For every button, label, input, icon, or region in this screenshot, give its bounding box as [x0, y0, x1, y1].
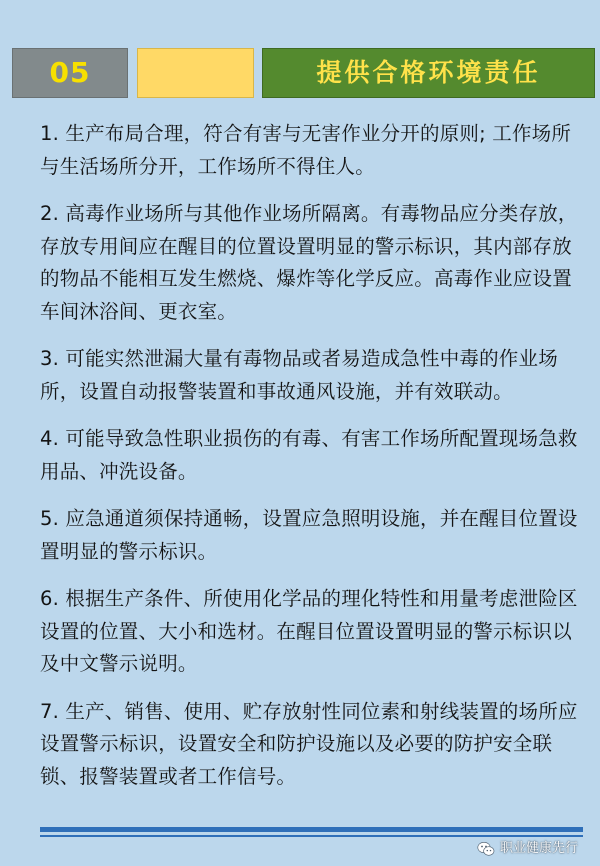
- header-yellow-block: [137, 48, 254, 98]
- requirement-item-4: 4. 可能导致急性职业损伤的有毒、有害工作场所配置现场急救用品、冲洗设备。: [40, 427, 578, 483]
- requirement-item-6: 6. 根据生产条件、所使用化学品的理化特性和用量考虑泄险区设置的位置、大小和选材。在醒目位置设置明显的警示标识以及中文警示说明。: [40, 587, 578, 675]
- requirement-item-5: 5. 应急通道须保持通畅，设置应急照明设施，并在醒目位置设置明显的警示标识。: [40, 507, 578, 563]
- requirement-item-3: 3. 可能实然泄漏大量有毒物品或者易造成急性中毒的作业场所，设置自动报警装置和事故通风设施，并有效联动。: [40, 347, 558, 403]
- requirement-item-7: 7. 生产、销售、使用、贮存放射性同位素和射线装置的场所应设置警示标识，设置安全和防护设施以及必要的防护安全联锁、报警装置或者工作信号。: [40, 699, 578, 788]
- requirements-list: [40, 118, 578, 793]
- footer-rule-thin: [40, 835, 583, 837]
- requirement-item-1: 1. 生产布局合理，符合有害与无害作业分开的原则; 工作场所与生活场所分开，工作场所不得住人。: [40, 122, 572, 178]
- watermark: [477, 840, 578, 858]
- requirement-item-2: 2. 高毒作业场所与其他作业场所隔离。有毒物品应分类存放，存放专用间应在醒目的位置设置明显的警示标识，其内部存放的物品不能相互发生燃烧、爆炸等化学反应。高毒作业应设置车间沐浴间、更衣室。: [40, 202, 578, 323]
- section-number-badge: 05: [12, 48, 128, 98]
- wechat-icon: [477, 841, 495, 857]
- section-title: 提供合格环境责任: [262, 48, 595, 98]
- watermark-text: 职业健康先行: [499, 841, 578, 856]
- footer-rule-thick: [40, 827, 583, 832]
